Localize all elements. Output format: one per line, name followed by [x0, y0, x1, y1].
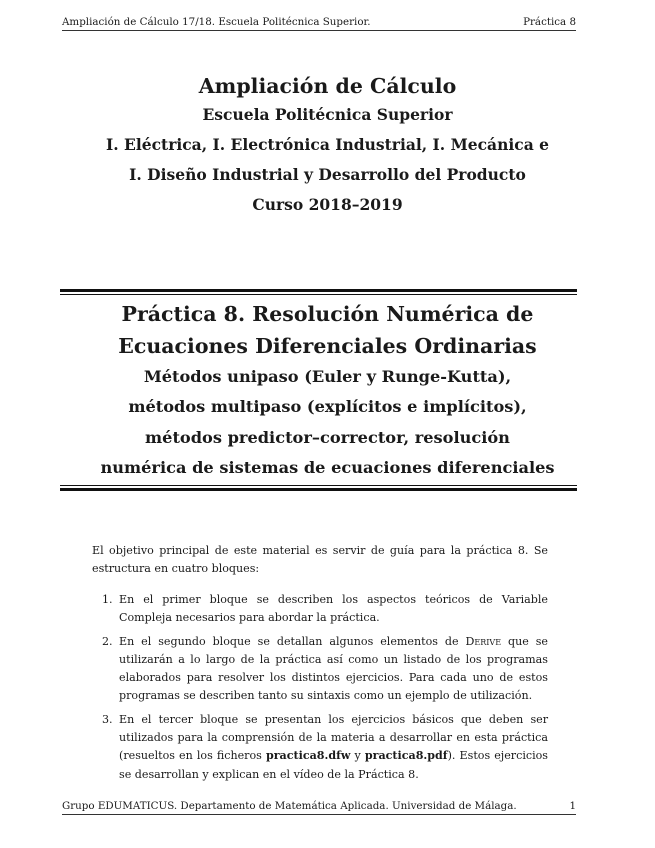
degrees-line-1: I. Eléctrica, I. Electrónica Industrial, I. Mecánica e: [105, 135, 549, 154]
list-item-number: 2.: [102, 634, 113, 648]
bottom-thick-rule: [60, 488, 577, 491]
list-item: [92, 591, 548, 628]
blocks-list: [92, 591, 548, 789]
running-header: [62, 16, 576, 31]
list-item: [92, 711, 548, 784]
file-name-pdf: practica8.pdf: [364, 749, 448, 763]
header-right-text: Práctica 8: [523, 16, 576, 28]
practice-subtitle-line-2: métodos multipaso (explícitos e implícitos),: [128, 397, 527, 417]
list-item-text-middle: y: [350, 749, 365, 763]
list-item-number: 3.: [102, 712, 113, 726]
page-number: 1: [569, 800, 576, 812]
top-thin-rule: [60, 294, 577, 295]
list-item-text-before: En el segundo bloque se detallan algunos elementos de: [119, 634, 466, 648]
footer-left-text: Grupo EDUMATICUS. Departamento de Matemática Aplicada. Universidad de Málaga.: [62, 800, 517, 812]
practice-title-line-2: Ecuaciones Diferenciales Ordinarias: [118, 334, 537, 358]
practice-subtitle-line-4: numérica de sistemas de ecuaciones diferenciales: [100, 458, 555, 478]
list-item-text-after: que se utilizarán a lo largo de la práctica así como un listado de los programas elaborados para resolver los distintos ejercicios. Para cada uno de estos programas se describen tanto su sintaxis como un ejemplo de utilización.: [119, 634, 548, 703]
header-left-text: Ampliación de Cálculo 17/18. Escuela Politécnica Superior.: [62, 16, 371, 28]
list-item: [92, 633, 548, 706]
title-block: [0, 72, 655, 220]
degrees-line-2: I. Diseño Industrial y Desarrollo del Producto: [129, 165, 526, 184]
file-name-dfw: practica8.dfw: [265, 749, 351, 763]
list-item-text: En el primer bloque se describen los aspectos teóricos de Variable Compleja necesarios para abordar la práctica.: [119, 593, 548, 625]
list-item-text-before: En el tercer bloque se presentan los ejercicios básicos que deben ser utilizados para la comprensión de la materia a desarrollar en esta práctica (resueltos en los ficheros: [119, 712, 548, 763]
practice-title-block: [0, 298, 655, 484]
practice-title-line-1: Práctica 8. Resolución Numérica de: [121, 302, 534, 326]
running-footer: [62, 800, 576, 815]
top-thick-rule: [60, 289, 577, 292]
list-item-text-after: ). Estos ejercicios se desarrollan y explican en el vídeo de la Práctica 8.: [119, 749, 549, 781]
list-item-number: 1.: [102, 593, 113, 606]
school-name: Escuela Politécnica Superior: [202, 105, 453, 124]
document-title: Ampliación de Cálculo: [198, 74, 457, 98]
software-name: Derive: [465, 634, 502, 648]
intro-paragraph: El objetivo principal de este material es servir de guía para la práctica 8. Se estructura en cuatro bloques:: [92, 544, 548, 576]
bottom-thin-rule: [60, 485, 577, 486]
practice-subtitle-line-3: métodos predictor–corrector, resolución: [145, 427, 510, 447]
practice-subtitle-line-1: Métodos unipaso (Euler y Runge-Kutta),: [143, 367, 512, 386]
course-year: Curso 2018–2019: [252, 195, 403, 214]
